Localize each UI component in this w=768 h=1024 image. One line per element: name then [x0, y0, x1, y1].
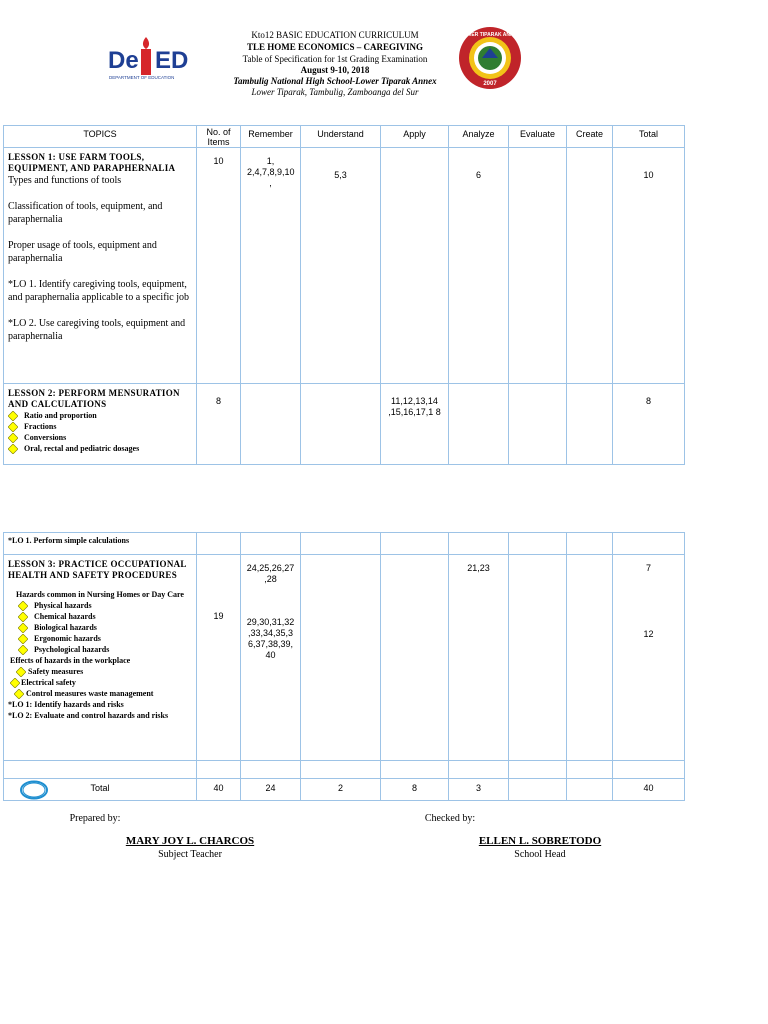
lesson3-items: 19 [213, 611, 224, 621]
lesson2-bullet: Oral, rectal and pediatric dosages [8, 443, 192, 454]
lesson1-understand: 5,3 [334, 170, 347, 180]
hazard-bullet: Ergonomic hazards [8, 633, 192, 644]
school-address: Lower Tiparak, Tambulig, Zamboanga del Sur [251, 87, 419, 97]
table-row-lesson3 [4, 555, 685, 761]
lesson2-bullet: Ratio and proportion [8, 410, 192, 421]
prepared-by-role: Subject Teacher [158, 849, 222, 860]
lesson3-remember-2: 29,30,31,32 ,33,34,35,3 6,37,38,39, 40 [246, 617, 295, 660]
lesson2-title: LESSON 2: PERFORM MENSURATION AND CALCULATIONS [8, 388, 180, 409]
deped-subtext: DEPARTMENT OF EDUCATION [109, 75, 175, 80]
diamond-bullet-icon [18, 612, 28, 622]
svg-text:ED: ED [155, 47, 188, 74]
lesson3-total-2: 12 [643, 629, 654, 639]
table-header-row [4, 126, 685, 148]
lesson1-items: 10 [213, 156, 224, 166]
spec-table-part2 [3, 532, 685, 801]
lesson1-lo1: *LO 1. Identify caregiving tools, equipment, and paraphernalia applicable to a specific job [8, 279, 190, 303]
diamond-bullet-icon [18, 634, 28, 644]
circle-icon [18, 780, 50, 802]
effect-bullet: Safety measures [8, 666, 192, 677]
table-row-lesson2 [4, 384, 685, 465]
col-header-total: Total [613, 126, 685, 148]
total-apply: 8 [381, 779, 449, 801]
exam-date: August 9-10, 2018 [300, 65, 370, 75]
table-row-total [4, 779, 685, 801]
col-header-create: Create [567, 126, 613, 148]
checked-by-name: ELLEN L. SOBRETODO [478, 835, 602, 847]
lesson3-topics [4, 555, 197, 761]
checked-by-label: Checked by: [424, 813, 476, 824]
lesson3-analyze: 21,23 [467, 563, 490, 573]
lesson2-topics [4, 384, 197, 465]
total-analyze: 3 [449, 779, 509, 801]
col-header-topics: TOPICS [4, 126, 197, 148]
lesson1-topic-1: Types and functions of tools [8, 175, 122, 186]
diamond-bullet-icon [16, 667, 26, 677]
lesson1-topic-3: Proper usage of tools, equipment and paraphernalia [8, 240, 157, 264]
total-items: 40 [197, 779, 241, 801]
col-header-remember: Remember [241, 126, 301, 148]
diamond-bullet-icon [18, 601, 28, 611]
spec-table-part1 [3, 125, 685, 465]
lesson2-apply: 11,12,13,14 ,15,16,17,1 8 [388, 396, 441, 417]
effect-bullet: Electrical safety [8, 677, 192, 688]
lesson1-topics [4, 148, 197, 384]
prepared-by-name: MARY JOY L. CHARCOS [125, 835, 255, 847]
lesson3-title: LESSON 3: PRACTICE OCCUPATIONAL HEALTH AND SAFETY PROCEDURES [8, 559, 187, 580]
diamond-bullet-icon [8, 433, 18, 443]
exam-title: Table of Specification for 1st Grading Examination [242, 54, 428, 64]
lesson1-topic-2: Classification of tools, equipment, and paraphernalia [8, 201, 163, 225]
table-row-lesson1 [4, 148, 685, 384]
total-label: Total [90, 783, 110, 793]
lesson2-bullet: Fractions [8, 421, 192, 432]
diamond-bullet-icon [18, 623, 28, 633]
lesson3-sub2: Effects of hazards in the workplace [10, 656, 131, 665]
lesson2-items: 8 [215, 396, 221, 406]
svg-text:De: De [108, 47, 139, 74]
diamond-bullet-icon [8, 422, 18, 432]
lesson1-total: 10 [643, 170, 654, 180]
school-name: Tambulig National High School-Lower Tiparak Annex [233, 76, 437, 86]
hazard-bullet: Biological hazards [8, 622, 192, 633]
lesson3-lo1: *LO 1: Identify hazards and risks [8, 700, 124, 709]
table-row-lo-calc [4, 533, 685, 555]
total-understand: 2 [301, 779, 381, 801]
effect-bullet: Control measures waste management [8, 688, 192, 699]
seal-year: 2007 [483, 81, 497, 87]
col-header-evaluate: Evaluate [509, 126, 567, 148]
col-header-apply: Apply [381, 126, 449, 148]
lesson3-remember-1: 24,25,26,27 ,28 [246, 563, 295, 584]
diamond-bullet-icon [8, 411, 18, 421]
lesson2-total: 8 [645, 396, 651, 406]
total-remember: 24 [241, 779, 301, 801]
lesson1-title: LESSON 1: USE FARM TOOLS, EQUIPMENT, AND PARAPHERNALIA [8, 152, 176, 173]
total-total: 40 [613, 779, 685, 801]
col-header-analyze: Analyze [449, 126, 509, 148]
lo-calc-text: *LO 1. Perform simple calculations [8, 536, 130, 545]
seal-text: LOWER TIPARAK ANNEX [459, 32, 521, 38]
diamond-bullet-icon [8, 444, 18, 454]
checked-by-role: School Head [514, 849, 566, 860]
diamond-bullet-icon [14, 689, 24, 699]
prepared-by-label: Prepared by: [69, 813, 121, 824]
lesson3-total-1: 7 [645, 563, 651, 573]
col-header-understand: Understand [301, 126, 381, 148]
lesson3-lo2: *LO 2: Evaluate and control hazards and risks [8, 711, 169, 720]
subject-title: TLE HOME ECONOMICS – CAREGIVING [246, 42, 424, 52]
lesson1-analyze: 6 [475, 170, 481, 180]
school-seal [458, 26, 522, 90]
lesson2-bullet: Conversions [8, 432, 192, 443]
col-header-items: No. of Items [197, 126, 241, 148]
lesson1-lo2: *LO 2. Use caregiving tools, equipment and paraphernalia [8, 318, 186, 342]
curriculum-title: Kto12 BASIC EDUCATION CURRICULUM [251, 30, 419, 40]
lesson3-sub1: Hazards common in Nursing Homes or Day Care [16, 590, 184, 599]
table-row-spacer [4, 761, 685, 779]
hazard-bullet: Physical hazards [8, 600, 192, 611]
hazard-bullet: Chemical hazards [8, 611, 192, 622]
lesson1-remember: 1, 2,4,7,8,9,10 , [247, 156, 295, 188]
diamond-bullet-icon [10, 678, 20, 688]
diamond-bullet-icon [18, 645, 28, 655]
hazard-bullet: Psychological hazards [8, 644, 192, 655]
